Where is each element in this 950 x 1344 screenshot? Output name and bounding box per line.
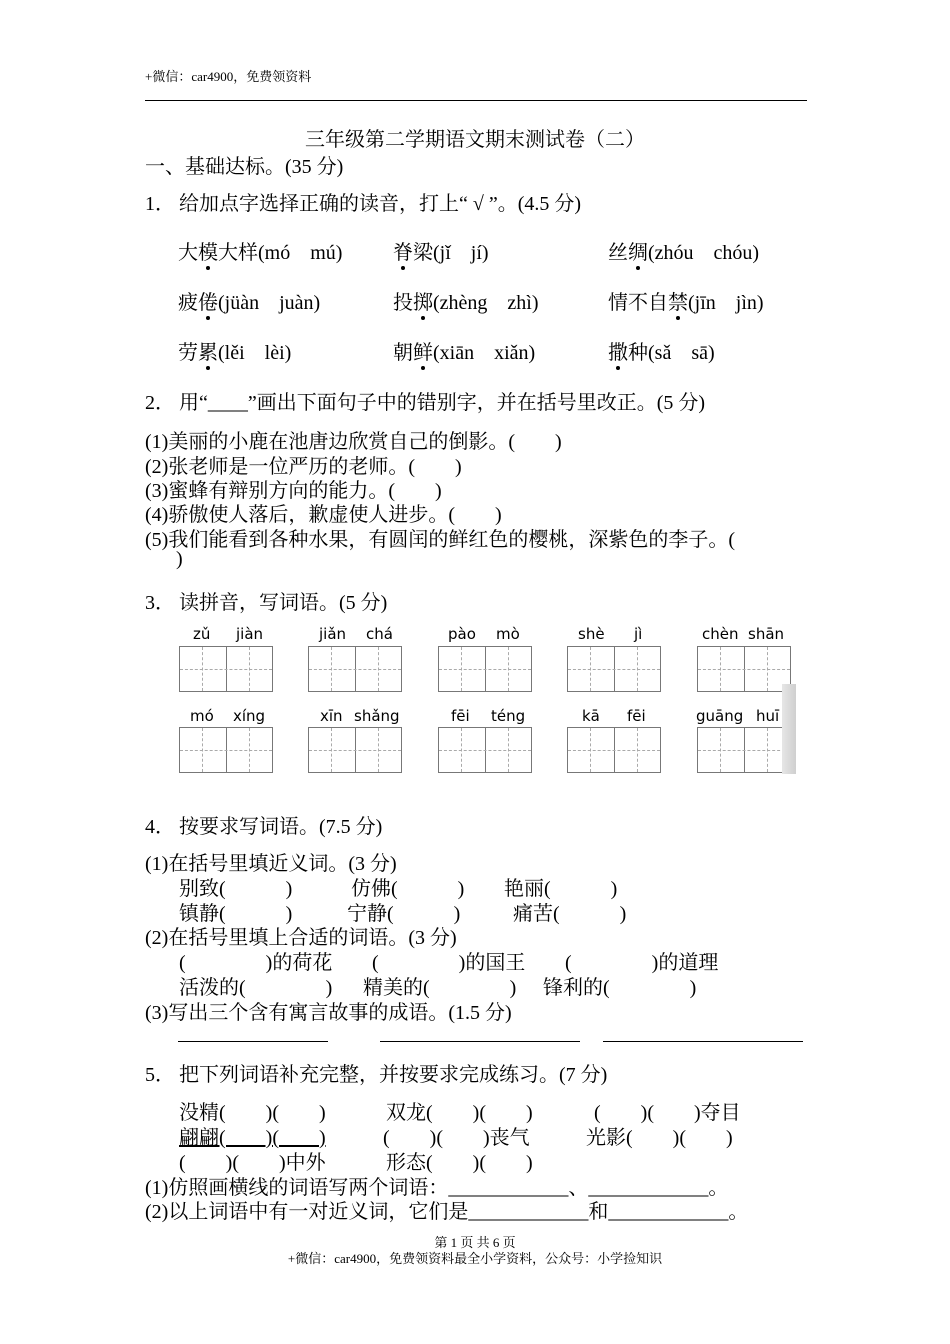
fill-item: ( )的荷花 — [179, 952, 333, 974]
pinyin-label: jiǎn — [319, 625, 347, 643]
question-number: 4． — [145, 816, 175, 838]
question-1 — [145, 187, 581, 216]
fill-item: 活泼的( ) — [179, 977, 333, 999]
pinyin-label: pào — [448, 625, 476, 643]
pinyin-label: mò — [496, 625, 520, 643]
pinyin-label: fēi — [451, 707, 470, 725]
pinyin-label: jiàn — [236, 625, 264, 643]
pronunciation-item: 情不自禁(jīn jìn) — [608, 292, 764, 314]
question-prompt: 把下列词语补充完整，并按要求完成练习。(7 分) — [179, 1064, 608, 1086]
question-prompt: 按要求写词语。(7.5 分) — [179, 816, 383, 838]
question-4 — [145, 810, 382, 839]
sentence-line: (4)骄傲使人落后，歉虚使人进步。( ) — [145, 504, 502, 526]
writing-grid[interactable] — [697, 646, 791, 692]
fill-item: 精美的( ) — [363, 977, 517, 999]
sub-question: (2)在括号里填上合适的词语。(3 分) — [145, 927, 457, 949]
pinyin-label: zǔ — [193, 625, 211, 643]
sentence-line: (2)张老师是一位严历的老师。( ) — [145, 456, 462, 478]
pronunciation-item: 撒种(sǎ sā) — [608, 342, 715, 364]
question-prompt: 用“____”画出下面句子中的错别字，并在括号里改正。(5 分) — [179, 392, 706, 414]
pronunciation-item: 疲倦(jüàn juàn) — [178, 292, 321, 314]
sub-question: (1)在括号里填近义词。(3 分) — [145, 853, 397, 875]
writing-grid[interactable] — [697, 727, 791, 773]
pronunciation-item: 投掷(zhèng zhì) — [393, 292, 539, 314]
word-item: 没精( )( ) — [179, 1102, 326, 1124]
pinyin-label: shǎng — [354, 707, 400, 725]
word-item-underlined: 翩翩( )( ) — [179, 1127, 326, 1149]
synonym-item: 痛苦( ) — [513, 903, 627, 925]
pronunciation-item: 丝绸(zhóu chóu) — [608, 242, 760, 264]
pinyin-label: shè — [578, 625, 605, 643]
pinyin-label: mó — [190, 707, 214, 725]
question-number: 5． — [145, 1064, 175, 1086]
header-rule — [145, 100, 807, 101]
question-2 — [145, 386, 705, 415]
writing-grid[interactable] — [438, 646, 532, 692]
sentence-line: (3)蜜蜂有辩别方向的能力。( ) — [145, 480, 442, 502]
question-prompt: 读拼音，写词语。(5 分) — [179, 592, 388, 614]
writing-grid[interactable] — [567, 727, 661, 773]
header-note: +微信：car4900，免费领资料 — [145, 69, 312, 84]
pronunciation-item: 朝鲜(xiān xiǎn) — [393, 342, 536, 364]
synonym-item: 别致( ) — [179, 878, 293, 900]
pinyin-label: xīn — [320, 707, 343, 725]
pronunciation-item: 劳累(lěi lèi) — [178, 342, 292, 364]
pinyin-label: téng — [491, 707, 526, 725]
word-item: 形态( )( ) — [386, 1152, 533, 1174]
pinyin-label: xíng — [233, 707, 266, 725]
question-3 — [145, 586, 387, 615]
sub-question: (3)写出三个含有寓言故事的成语。(1.5 分) — [145, 1002, 512, 1024]
writing-grid[interactable] — [308, 727, 402, 773]
fill-item: ( )的国王 — [372, 952, 526, 974]
footer-note: +微信：car4900，免费领资料最全小学资料，公众号：小学捡知识 — [287, 1251, 663, 1266]
sentence-line: (1)美丽的小鹿在池唐边欣赏自己的倒影。( ) — [145, 431, 562, 453]
writing-grid[interactable] — [308, 646, 402, 692]
question-number: 3． — [145, 592, 175, 614]
pronunciation-item: 大模大样(mó mú) — [178, 242, 343, 264]
pinyin-label: shān — [748, 625, 785, 643]
word-item: ( )( )中外 — [179, 1152, 326, 1174]
pinyin-label: fēi — [627, 707, 646, 725]
writing-grid[interactable] — [567, 646, 661, 692]
question-prompt: 给加点字选择正确的读音，打上“ √ ”。(4.5 分) — [179, 193, 582, 215]
page-number: 第 1 页 共 6 页 — [434, 1235, 516, 1250]
synonym-item: 艳丽( ) — [504, 878, 618, 900]
pinyin-label: chá — [366, 625, 393, 643]
question-number: 1． — [145, 193, 175, 215]
sentence-line-cont: ) — [176, 548, 183, 570]
word-item: 双龙( )( ) — [386, 1102, 533, 1124]
question-5 — [145, 1058, 607, 1087]
pronunciation-item: 脊梁(jǐ jí) — [393, 242, 489, 264]
answer-line[interactable] — [178, 1041, 328, 1042]
pinyin-label: kā — [582, 707, 600, 725]
word-item: ( )( )丧气 — [383, 1127, 530, 1149]
pinyin-label: guāng — [696, 707, 744, 725]
fill-item: 锋利的( ) — [543, 977, 697, 999]
synonym-item: 仿佛( ) — [351, 878, 465, 900]
writing-grid[interactable] — [179, 727, 273, 773]
writing-grid[interactable] — [179, 646, 273, 692]
exercise-line: (1)仿照画横线的词语写两个词语：____________、____________。 — [145, 1177, 729, 1199]
watermark-fragment — [782, 684, 796, 774]
pinyin-label: jì — [634, 625, 643, 643]
page-title: 三年级第二学期语文期末测试卷（二） — [305, 129, 645, 151]
pinyin-label: chèn — [702, 625, 739, 643]
question-number: 2． — [145, 392, 175, 414]
writing-grid[interactable] — [438, 727, 532, 773]
answer-line[interactable] — [603, 1041, 803, 1042]
answer-line[interactable] — [380, 1041, 580, 1042]
synonym-item: 宁静( ) — [347, 903, 461, 925]
word-item: ( )( )夺目 — [594, 1102, 741, 1124]
section-heading: 一、基础达标。(35 分) — [145, 156, 344, 178]
synonym-item: 镇静( ) — [179, 903, 293, 925]
pinyin-label: huī — [756, 707, 780, 725]
word-item: 光影( )( ) — [586, 1127, 733, 1149]
fill-item: ( )的道理 — [565, 952, 719, 974]
sentence-line: (5)我们能看到各种水果，有圆闰的鲜红色的樱桃，深紫色的李子。( — [145, 529, 735, 551]
exercise-line: (2)以上词语中有一对近义词，它们是____________和____________。 — [145, 1201, 749, 1223]
